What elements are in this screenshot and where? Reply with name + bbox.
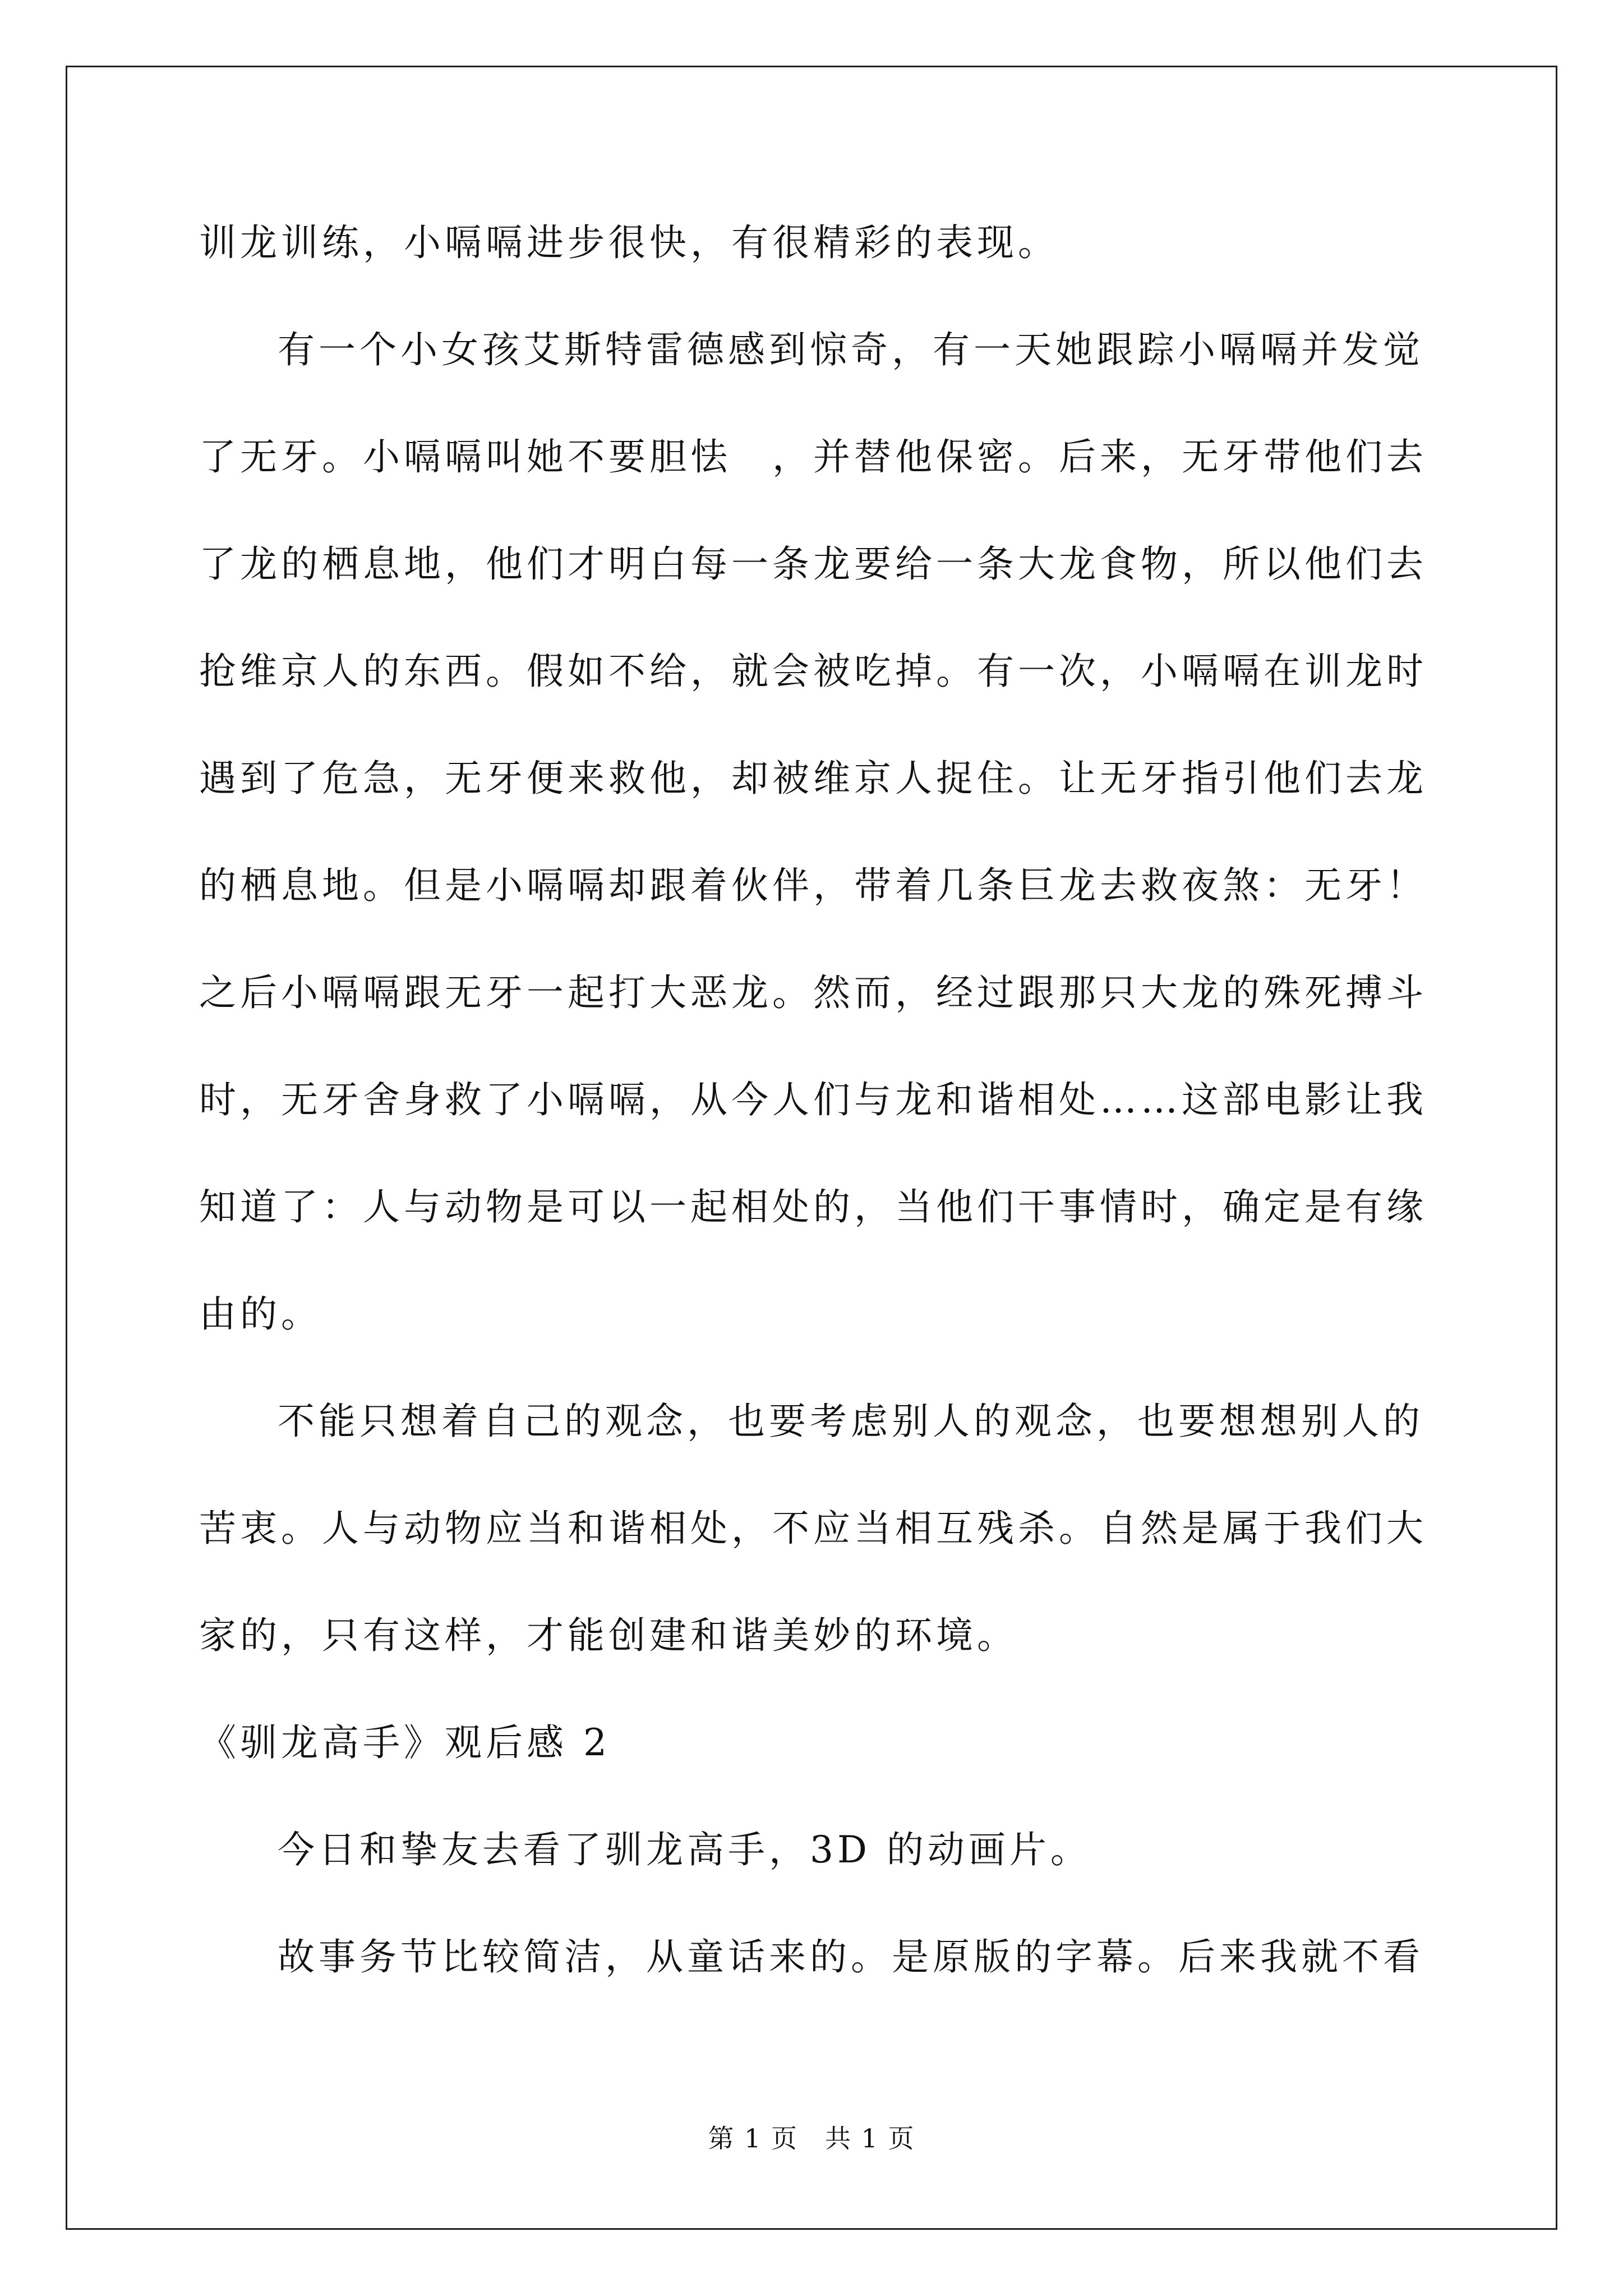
text-line: 之后小嗝嗝跟无牙一起打大恶龙。然而，经过跟那只大龙的殊死搏斗 <box>199 971 1427 1014</box>
text-line: 今日和挚友去看了驯龙高手，3D 的动画片。 <box>278 1828 1091 1871</box>
text-line: 家的，只有这样，才能创建和谐美妙的环境。 <box>199 1614 1018 1657</box>
text-line: 苦衷。人与动物应当和谐相处，不应当相互残杀。自然是属于我们大 <box>199 1507 1427 1550</box>
page-number-footer: 第 1 页 共 1 页 <box>708 2123 915 2154</box>
text-line: 的栖息地。但是小嗝嗝却跟着伙伴，带着几条巨龙去救夜煞：无牙！ <box>199 864 1427 907</box>
text-line: 训龙训练，小嗝嗝进步很快，有很精彩的表现。 <box>199 221 1059 264</box>
text-line: 了无牙。小嗝嗝叫她不要胆怯 ，并替他保密。后来，无牙带他们去 <box>199 435 1427 478</box>
text-line: 时，无牙舍身救了小嗝嗝，从今人们与龙和谐相处……这部电影让我 <box>199 1078 1427 1121</box>
text-line: 遇到了危急，无牙便来救他，却被维京人捉住。让无牙指引他们去龙 <box>199 757 1427 800</box>
text-line: 不能只想着自己的观念，也要考虑别人的观念，也要想想别人的 <box>278 1400 1424 1443</box>
text-line: 了龙的栖息地，他们才明白每一条龙要给一条大龙食物，所以他们去 <box>199 542 1427 586</box>
text-line: 故事务节比较简洁，从童话来的。是原版的字幕。后来我就不看 <box>278 1935 1424 1978</box>
text-line: 由的。 <box>199 1292 322 1336</box>
text-line: 知道了：人与动物是可以一起相处的，当他们干事情时，确定是有缘 <box>199 1185 1427 1228</box>
document-body <box>199 212 1427 2033</box>
text-line: 抢维京人的东西。假如不给，就会被吃掉。有一次，小嗝嗝在训龙时 <box>199 650 1427 693</box>
text-line: 有一个小女孩艾斯特雷德感到惊奇，有一天她跟踪小嗝嗝并发觉 <box>278 328 1424 371</box>
section-heading: 《驯龙高手》观后感 2 <box>199 1721 611 1764</box>
